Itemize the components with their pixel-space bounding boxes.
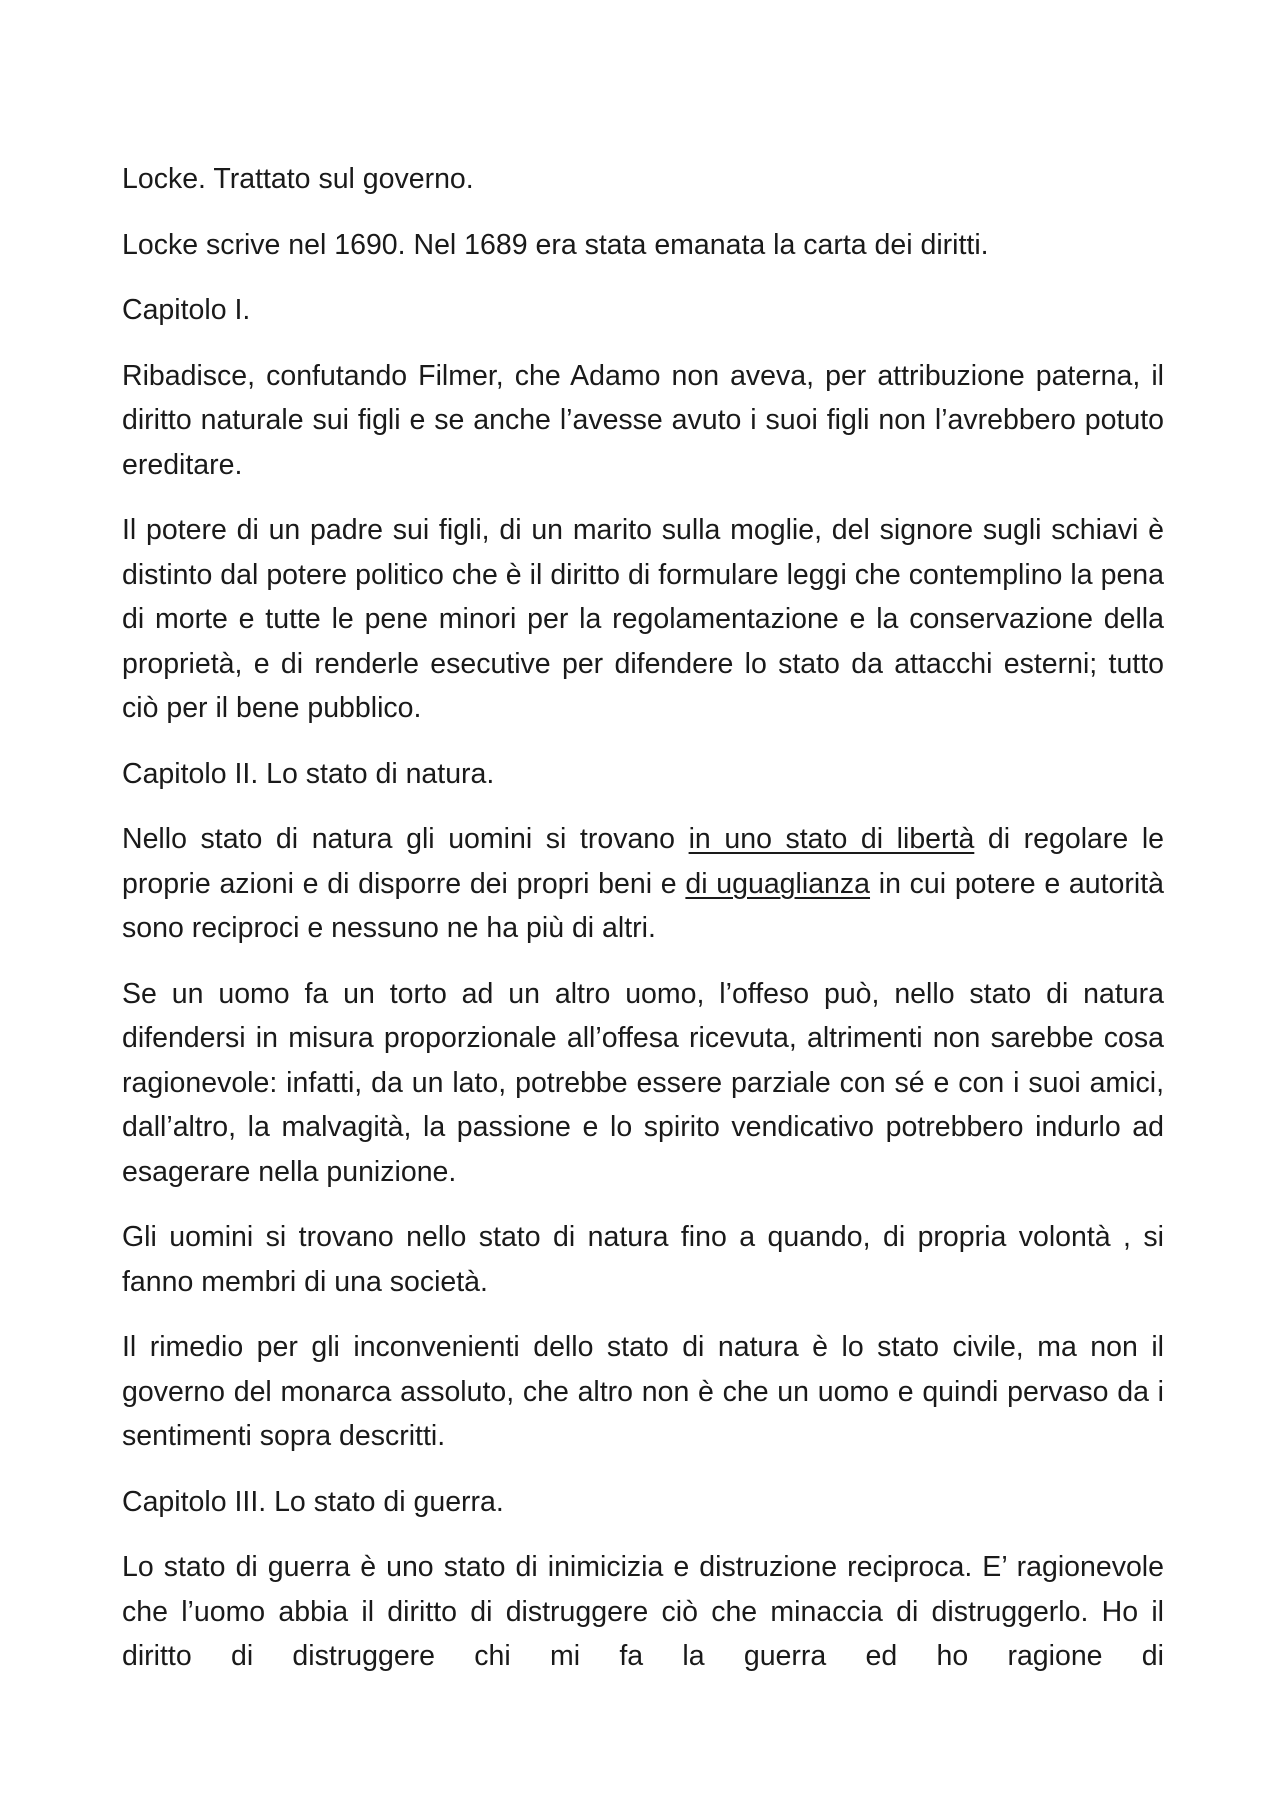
chapter-1-paragraph-1: Ribadisce, confutando Filmer, che Adamo non aveva, per attribuzione paterna, il diritto naturale sui figli e se anche l’avesse avuto i suoi figli non l’avrebbero potuto ereditare. [122, 359, 1164, 481]
paragraph-text-segment: in cui potere e autorità sono reciproci e nessuno ne ha più di altri. [122, 867, 1164, 944]
chapter-1-heading: Capitolo I. [122, 294, 251, 326]
paragraph-text-segment: Nello stato di natura gli uomini si trovano [122, 823, 689, 855]
document-title: Locke. Trattato sul governo. [122, 163, 474, 195]
chapter-3-paragraph-1: Lo stato di guerra è uno stato di inimicizia e distruzione reciproca. E’ ragionevole che l’uomo abbia il diritto di distruggere ciò che minaccia di distruggerlo. Ho il diritto di distruggere chi mi fa la guerra ed ho ragione di [122, 1551, 1164, 1672]
chapter-2-paragraph-4: Il rimedio per gli inconvenienti dello stato di natura è lo stato civile, ma non il governo del monarca assoluto, che altro non è che un uomo e quindi pervaso da i sentimenti sopra descritti. [122, 1331, 1164, 1452]
paragraph-text-segment: di regolare le proprie azioni e di disporre dei propri beni e [122, 823, 1165, 900]
chapter-1-paragraph-2: Il potere di un padre sui figli, di un marito sulla moglie, del signore sugli schiavi è distinto dal potere politico che è il diritto di formulare leggi che contemplino la pena di morte e tutte le pene minori per la regolamentazione e la conservazione della proprietà, e di renderle esecutive per difendere lo stato da attacchi esterni; tutto ciò per il bene pubblico. [122, 514, 1164, 724]
chapter-2-paragraph-2: Se un uomo fa un torto ad un altro uomo, l’offeso può, nello stato di natura difendersi in misura proporzionale all’offesa ricevuta, altrimenti non sarebbe cosa ragionevole: infatti, da un lato, potrebbe essere parziale con sé e con i suoi amici, dall’altro, la malvagità, la passione e lo spirito vendicativo potrebbero indurlo ad esagerare nella punizione. [122, 977, 1164, 1188]
chapter-2-paragraph-3: Gli uomini si trovano nello stato di natura fino a quando, di propria volontà , si fanno membri di una società. [122, 1221, 1164, 1298]
intro-paragraph: Locke scrive nel 1690. Nel 1689 era stata emanata la carta dei diritti. [122, 228, 989, 261]
chapter-2-paragraph-1 [122, 817, 1164, 951]
chapter-3-heading: Capitolo III. Lo stato di guerra. [122, 1485, 504, 1518]
document-page [122, 157, 1164, 1700]
underlined-phrase-liberta: in uno stato di libertà [688, 823, 975, 855]
chapter-2-heading: Capitolo II. Lo stato di natura. [122, 757, 495, 790]
underlined-phrase-uguaglianza: di uguaglianza [685, 867, 871, 900]
